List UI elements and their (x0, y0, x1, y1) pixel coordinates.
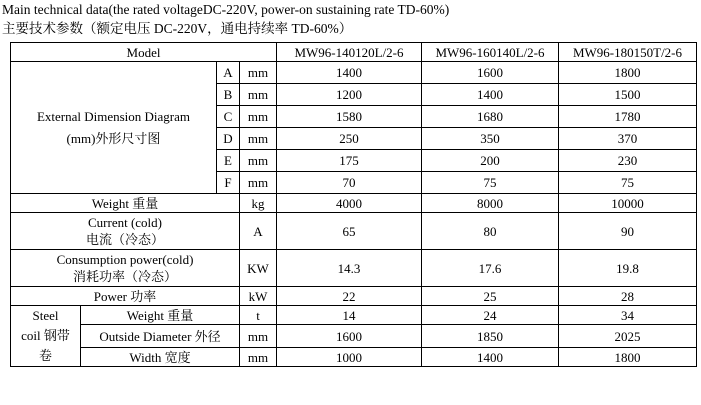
consumption-label-en: Consumption power(cold) (56, 252, 194, 267)
cell-value: 175 (277, 150, 422, 172)
dimension-label-en: External Dimension Diagram (36, 108, 191, 124)
cell-value: 1400 (422, 348, 559, 367)
current-label (11, 213, 240, 250)
dimension-key: B (217, 84, 240, 106)
cell-value: 1500 (559, 84, 697, 106)
dimension-unit: mm (240, 128, 277, 150)
cell-value: 1400 (422, 84, 559, 106)
coil-width-unit: mm (240, 348, 277, 367)
cell-value: 25 (422, 287, 559, 306)
coil-diameter-label: Outside Diameter 外径 (81, 325, 240, 348)
cell-value: 10000 (559, 194, 697, 213)
model-row (11, 43, 697, 62)
dimension-unit: mm (240, 62, 277, 84)
cell-value: 1400 (277, 62, 422, 84)
coil-weight-label: Weight 重量 (81, 306, 240, 325)
weight-row (11, 194, 697, 213)
cell-value: 22 (277, 287, 422, 306)
cell-value: 24 (422, 306, 559, 325)
cell-value: 65 (277, 213, 422, 250)
current-row (11, 213, 697, 250)
dimension-key: A (217, 62, 240, 84)
dimension-key: D (217, 128, 240, 150)
cell-value: 1680 (422, 106, 559, 128)
model-2: MW96-160140L/2-6 (422, 43, 559, 62)
power-label: Power 功率 (11, 287, 240, 306)
cell-value: 1800 (559, 348, 697, 367)
steel-coil-label-line3: 卷 (38, 348, 52, 363)
coil-width-row (11, 348, 697, 367)
cell-value: 14.3 (277, 250, 422, 287)
model-label: Model (11, 43, 277, 62)
weight-label: Weight 重量 (11, 194, 240, 213)
cell-value: 75 (559, 172, 697, 194)
cell-value: 90 (559, 213, 697, 250)
model-3: MW96-180150T/2-6 (559, 43, 697, 62)
heading-chinese: 主要技术参数（额定电压 DC-220V，通电持续率 TD-60%） (2, 21, 353, 36)
cell-value: 350 (422, 128, 559, 150)
cell-value: 1200 (277, 84, 422, 106)
dimension-unit: mm (240, 172, 277, 194)
cell-value: 1800 (559, 62, 697, 84)
steel-coil-label (11, 306, 81, 367)
cell-value: 370 (559, 128, 697, 150)
cell-value: 1000 (277, 348, 422, 367)
current-label-en: Current (cold) (87, 215, 162, 230)
dimension-label (11, 62, 217, 194)
cell-value: 230 (559, 150, 697, 172)
dimension-unit: mm (240, 84, 277, 106)
cell-value: 2025 (559, 325, 697, 348)
cell-value: 1850 (422, 325, 559, 348)
dimension-row-a (11, 62, 697, 84)
model-1: MW96-140120L/2-6 (277, 43, 422, 62)
cell-value: 250 (277, 128, 422, 150)
cell-value: 1780 (559, 106, 697, 128)
steel-coil-label-line1: Steel (32, 308, 59, 323)
dimension-label-zh: (mm)外形尺寸图 (66, 130, 161, 146)
consumption-unit: KW (240, 250, 277, 287)
cell-value: 19.8 (559, 250, 697, 287)
coil-width-label: Width 宽度 (81, 348, 240, 367)
cell-value: 75 (422, 172, 559, 194)
consumption-label-zh: 消耗功率（冷态） (72, 269, 177, 284)
power-row (11, 287, 697, 306)
coil-weight-unit: t (240, 306, 277, 325)
consumption-label (11, 250, 240, 287)
cell-value: 1600 (277, 325, 422, 348)
dimension-unit: mm (240, 150, 277, 172)
cell-value: 1580 (277, 106, 422, 128)
cell-value: 200 (422, 150, 559, 172)
heading-english: Main technical data(the rated voltageDC-220V, power-on sustaining rate TD-60%) (2, 2, 450, 17)
cell-value: 80 (422, 213, 559, 250)
technical-data-table (10, 42, 697, 367)
dimension-key: E (217, 150, 240, 172)
cell-value: 14 (277, 306, 422, 325)
consumption-row (11, 250, 697, 287)
cell-value: 17.6 (422, 250, 559, 287)
current-label-zh: 电流（冷态） (85, 232, 164, 247)
weight-unit: kg (240, 194, 277, 213)
cell-value: 28 (559, 287, 697, 306)
coil-diameter-unit: mm (240, 325, 277, 348)
dimension-unit: mm (240, 106, 277, 128)
cell-value: 1600 (422, 62, 559, 84)
steel-coil-label-line2: coil 钢带 (21, 328, 70, 343)
cell-value: 8000 (422, 194, 559, 213)
dimension-key: C (217, 106, 240, 128)
current-unit: A (240, 213, 277, 250)
coil-weight-row (11, 306, 697, 325)
coil-diameter-row (11, 325, 697, 348)
cell-value: 70 (277, 172, 422, 194)
dimension-key: F (217, 172, 240, 194)
cell-value: 4000 (277, 194, 422, 213)
cell-value: 34 (559, 306, 697, 325)
power-unit: kW (240, 287, 277, 306)
